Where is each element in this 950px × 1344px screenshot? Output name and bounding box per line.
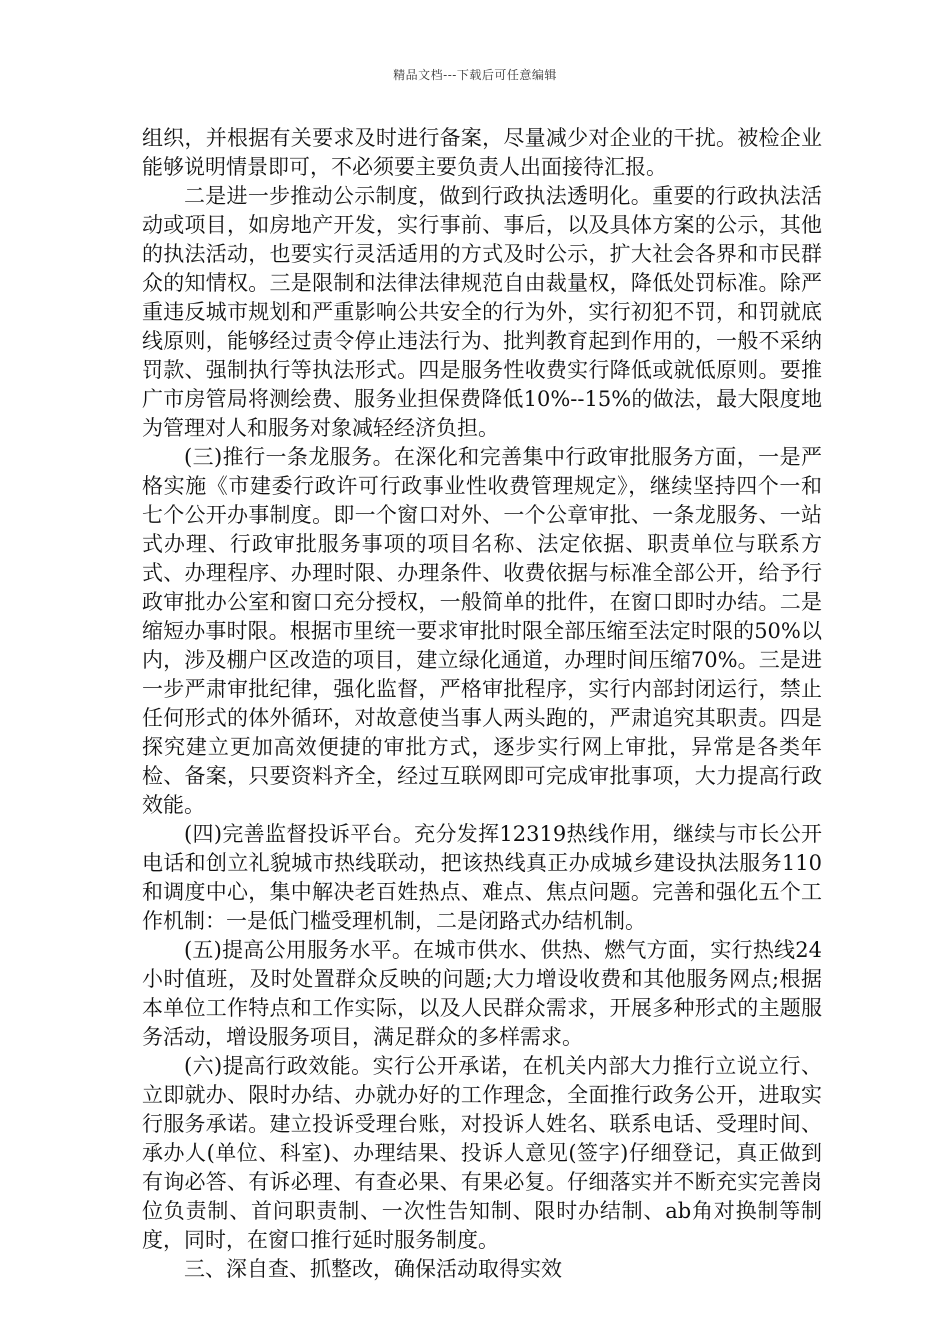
- page-header: 精品文档---下载后可任意编辑: [393, 68, 557, 82]
- paragraph-admin-efficiency: (六)提高行政效能。实行公开承诺，在机关内部大力推行立说立行、立即就办、限时办结、办就办好的工作理念，全面推行政务公开，进取实行服务承诺。建立投诉受理台账，对投诉人姓名、联系电话、受理时间、承办人(单位、科室)、办理结果、投诉人意见(签字)仔细登记，真正做到有询必答、有诉必理、有查必果、有果必复。仔细落实并不断充实完善岗位负责制、首问职责制、一次性告知制、限时办结制、ab角对换制等制度，同时，在窗口推行延时服务制度。: [142, 1054, 822, 1252]
- paragraph-public-service: (五)提高公用服务水平。在城市供水、供热、燃气方面，实行热线24小时值班，及时处置群众反映的问题;大力增设收费和其他服务网点;根据本单位工作特点和工作实际，以及人民群众需求，开展多种形式的主题服务活动，增设服务项目，满足群众的多样需求。: [142, 938, 822, 1049]
- paragraph-public-notice: 二是进一步推动公示制度，做到行政执法透明化。重要的行政执法活动或项目，如房地产开发，实行事前、事后，以及具体方案的公示，其他的执法活动，也要实行灵活适用的方式及时公示，扩大社会各界和市民群众的知情权。三是限制和法律法律规范自由裁量权，降低处罚标准。除严重违反城市规划和严重影响公共安全的行为外，实行初犯不罚，和罚就底线原则，能够经过责令停止违法行为、批判教育起到作用的，一般不采纳罚款、强制执行等执法形式。四是服务性收费实行降低或就低原则。要推广市房管局将测绘费、服务业担保费降低10%--15%的做法，最大限度地为管理对人和服务对象减轻经济负担。: [142, 184, 822, 440]
- section-heading: 三、深自查、抓整改，确保活动取得实效: [184, 1257, 562, 1281]
- paragraph-one-stop-service: (三)推行一条龙服务。在深化和完善集中行政审批服务方面，一是严格实施《市建委行政许可行政事业性收费管理规定》，继续坚持四个一和七个公开办事制度。即一个窗口对外、一个公章审批、一条龙服务、一站式办理、行政审批服务事项的项目名称、法定依据、职责单位与联系方式、办理程序、办理时限、办理条件、收费依据与标准全部公开，给予行政审批办公室和窗口充分授权，一般简单的批件，在窗口即时办结。二是缩短办事时限。根据市里统一要求审批时限全部压缩至法定时限的50%以内，涉及棚户区改造的项目，建立绿化通道，办理时间压缩70%。三是进一步严肃审批纪律，强化监督，严格审批程序，实行内部封闭运行，禁止任何形式的体外循环，对故意使当事人两头跑的，严肃追究其职责。四是探究建立更加高效便捷的审批方式，逐步实行网上审批，异常是各类年检、备案，只要资料齐全，经过互联网即可完成审批事项，大力提高行政效能。: [142, 445, 822, 817]
- paragraph-continuation: 组织，并根据有关要求及时进行备案，尽量减少对企业的干扰。被检企业能够说明情景即可，不必须要主要负责人出面接待汇报。: [142, 126, 822, 179]
- paragraph-complaint-platform: (四)完善监督投诉平台。充分发挥12319热线作用，继续与市长公开电话和创立礼貌城市热线联动，把该热线真正办成城乡建设执法服务110和调度中心，集中解决老百姓热点、难点、焦点问题。完善和强化五个工作机制：一是低门槛受理机制，二是闭路式办结机制。: [142, 822, 822, 933]
- document-body: [142, 124, 822, 1284]
